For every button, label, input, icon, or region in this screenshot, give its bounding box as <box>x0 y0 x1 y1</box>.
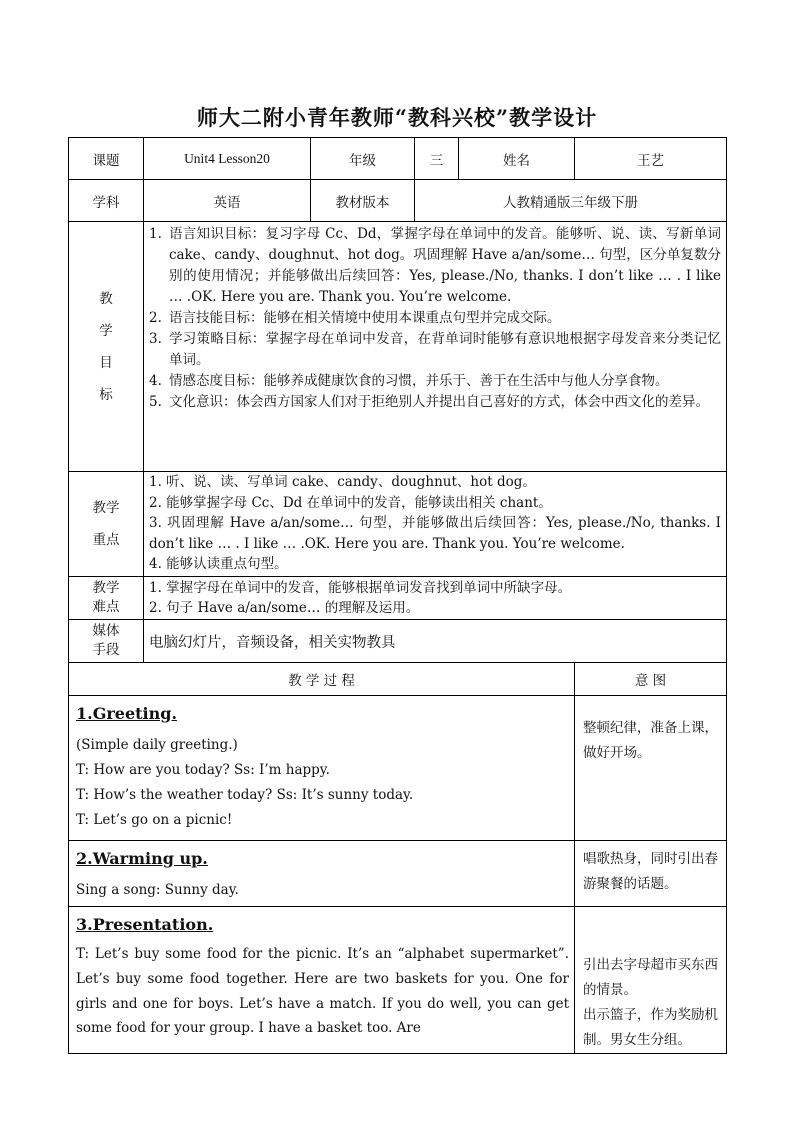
difficulties-content <box>144 577 727 620</box>
intent-line: 引出去字母超市买东西的情景。 <box>583 957 718 998</box>
objectives-label-char: 教 <box>99 290 113 307</box>
objectives-label-char: 目 <box>99 354 113 371</box>
key-points-row <box>69 472 727 577</box>
list-item: 4. 情感态度目标：能够养成健康饮食的习惯，并乐于、善于在生活中与他人分享食物。 <box>149 373 669 389</box>
edition-label: 教材版本 <box>311 180 415 222</box>
objectives-row <box>69 222 727 472</box>
list-item: T: Let’s go on a picnic! <box>76 812 233 828</box>
section-title: 3.Presentation. <box>76 915 214 934</box>
objectives-list <box>149 224 721 413</box>
lesson-plan-table <box>68 137 727 1054</box>
difficulties-label: 教学 难点 <box>69 577 144 620</box>
name-label: 姓名 <box>459 138 575 180</box>
subject-value: 英语 <box>144 180 311 222</box>
page-title: 师大二附小青年教师“教科兴校”教学设计 <box>196 105 598 130</box>
warmup-content <box>69 841 575 907</box>
list-item: T: How’s the weather today? Ss: It’s sunny today. <box>76 787 414 803</box>
objectives-label-char: 学 <box>99 322 113 339</box>
header-row-subject <box>69 180 727 222</box>
subject-label: 学科 <box>69 180 144 222</box>
edition-value: 人教精通版三年级下册 <box>415 180 727 222</box>
difficulties-row <box>69 577 727 620</box>
key-points-content <box>144 472 727 577</box>
process-row-warmup <box>69 841 727 907</box>
topic-value: Unit4 Lesson20 <box>144 138 311 180</box>
objectives-label-char: 标 <box>99 386 113 403</box>
presentation-body: T: Let’s buy some food for the picnic. It’s an “alphabet supermarket”. Let’s buy some food together. Here are two baskets for you. One for girls and one for boys. Let’s have a match. If you do well, you can get some food for your group. I have a basket too. Are <box>76 946 569 1037</box>
list-item: 2. 能够掌握字母 Cc、Dd 在单词中的发音，能够读出相关 chant。 <box>149 494 552 511</box>
media-row <box>69 620 727 663</box>
list-item: (Simple daily greeting.) <box>76 737 238 753</box>
warmup-intent: 唱歌热身，同时引出春游聚餐的话题。 <box>575 841 727 907</box>
list-item: 4. 能够认读重点句型。 <box>149 556 288 572</box>
list-item: 1. 听、说、读、写单词 cake、candy、doughnut、hot dog。 <box>149 474 536 490</box>
intent-header: 意 图 <box>575 663 727 696</box>
media-label: 媒体 手段 <box>69 620 144 663</box>
process-header: 教 学 过 程 <box>69 663 575 696</box>
name-value: 王艺 <box>575 138 727 180</box>
objectives-label <box>69 222 144 472</box>
list-item: Sing a song: Sunny day. <box>76 882 239 898</box>
greeting-content <box>69 696 575 841</box>
list-item: 5. 文化意识：体会西方国家人们对于拒绝别人并提出自己喜好的方式，体会中西文化的差异。 <box>149 394 709 410</box>
list-item: 3. 学习策略目标：掌握字母在单词中发音，在背单词时能够有意识地根据字母发音来分类记忆单词。 <box>149 331 721 368</box>
key-points-label: 教学 重点 <box>69 472 144 577</box>
list-item: 1. 语言知识目标：复习字母 Cc、Dd，掌握字母在单词中的发音。能够听、说、读、写新单词 cake、candy、doughnut、hot dog。巩固理解 Have a/an/some… 句型，区分单复数分别的使用情况；并能够做出后续回答：Yes, please./No, thanks. I don’t like … . I like … .OK. Here you are. Thank you. You’re welcome. <box>149 226 721 305</box>
header-row-topic <box>69 138 727 180</box>
process-header-row <box>69 663 727 696</box>
list-item: 1. 掌握字母在单词中的发音，能够根据单词发音找到单词中所缺字母。 <box>149 579 572 596</box>
media-value: 电脑幻灯片，音频设备，相关实物教具 <box>144 620 727 663</box>
process-row-presentation <box>69 907 727 1054</box>
list-item: 2. 句子 Have a/an/some… 的理解及运用。 <box>149 600 420 616</box>
grade-label: 年级 <box>311 138 415 180</box>
list-item: T: How are you today? Ss: I’m happy. <box>76 762 330 778</box>
topic-label: 课题 <box>69 138 144 180</box>
presentation-content <box>69 907 575 1054</box>
section-title: 2.Warming up. <box>76 849 208 868</box>
intent-line: 出示篮子，作为奖励机制。男女生分组。 <box>583 1007 718 1048</box>
greeting-intent: 整顿纪律，准备上课，做好开场。 <box>575 696 727 841</box>
section-title: 1.Greeting. <box>76 704 178 723</box>
objectives-content <box>144 222 727 472</box>
process-row-greeting <box>69 696 727 841</box>
presentation-intent <box>575 907 727 1054</box>
list-item: 3. 巩固理解 Have a/an/some… 句型，并能够做出后续回答：Yes, please./No, thanks. I don’t like … . I like … .OK. Here you are. Thank you. You’re welcome. <box>149 515 721 552</box>
list-item: 2. 语言技能目标：能够在相关情境中使用本课重点句型并完成交际。 <box>149 310 561 326</box>
grade-value: 三 <box>415 138 459 180</box>
